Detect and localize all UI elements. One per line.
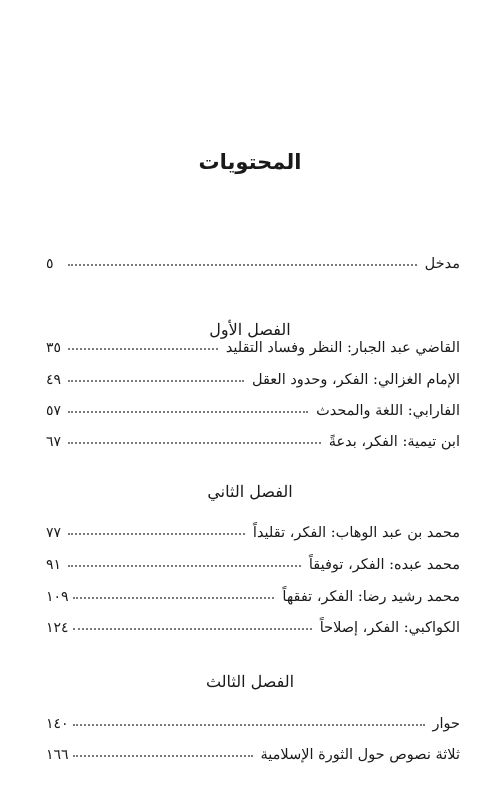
dot-leader	[68, 533, 245, 535]
dot-leader	[68, 264, 417, 266]
dot-leader	[68, 442, 321, 444]
toc-entry	[46, 428, 460, 450]
dot-leader	[68, 411, 308, 413]
toc-entry-title: الإمام الغزالي: الفكر، وحدود العقل	[251, 372, 460, 388]
toc-page-number: ٣٥	[46, 340, 62, 356]
toc-entry-title: الكواكبي: الفكر، إصلاحاً	[319, 620, 460, 636]
toc-entry-title: ثلاثة نصوص حول الثورة الإسلامية	[260, 747, 460, 763]
chapter-heading-1: الفصل الأول	[209, 320, 291, 339]
dot-leader	[73, 724, 425, 726]
toc-page-number: ٥٧	[46, 403, 62, 419]
toc-entry-title: محمد عبده: الفكر، توفيقاً	[308, 557, 460, 573]
toc-entry	[46, 710, 460, 732]
chapter-heading-2: الفصل الثاني	[207, 482, 293, 501]
toc-entry-title: القاضي عبد الجبار: النظر وفساد التقليد	[225, 340, 460, 356]
toc-entry	[46, 614, 460, 636]
toc-entry-title: حوار	[432, 716, 460, 732]
toc-page-number: ٩١	[46, 557, 62, 573]
toc-entry-title: مدخل	[424, 256, 460, 272]
toc-entry-title: محمد بن عبد الوهاب: الفكر، تقليداً	[252, 525, 460, 541]
toc-entry-title: محمد رشيد رضا: الفكر، تفقهاً	[282, 589, 460, 605]
toc-page-number: ٧٧	[46, 525, 62, 541]
dot-leader	[68, 348, 218, 350]
toc-page-number: ١٦٦	[46, 747, 69, 763]
toc-page-number: ٦٧	[46, 434, 62, 450]
dot-leader	[73, 755, 253, 757]
toc-entry	[46, 334, 460, 356]
toc-entry	[46, 397, 460, 419]
toc-entry	[46, 551, 460, 573]
page-title: المحتويات	[198, 150, 302, 174]
toc-page-number: ١٤٠	[46, 716, 69, 732]
toc-page-number: ١٢٤	[46, 620, 69, 636]
toc-page-number: ٤٩	[46, 372, 62, 388]
toc-entry	[46, 741, 460, 763]
toc-page-number: ٥	[46, 256, 54, 272]
toc-entry	[46, 519, 460, 541]
toc-entry-intro	[46, 250, 460, 272]
toc-entry-title: ابن تيمية: الفكر، بدعةً	[328, 434, 460, 450]
toc-entry	[46, 366, 460, 388]
dot-leader	[73, 597, 275, 599]
toc-entry	[46, 583, 460, 605]
dot-leader	[68, 380, 244, 382]
toc-page-number: ١٠٩	[46, 589, 69, 605]
chapter-heading-3: الفصل الثالث	[205, 672, 295, 691]
dot-leader	[68, 565, 301, 567]
dot-leader	[73, 628, 312, 630]
toc-entry-title: الفارابي: اللغة والمحدث	[316, 403, 460, 419]
